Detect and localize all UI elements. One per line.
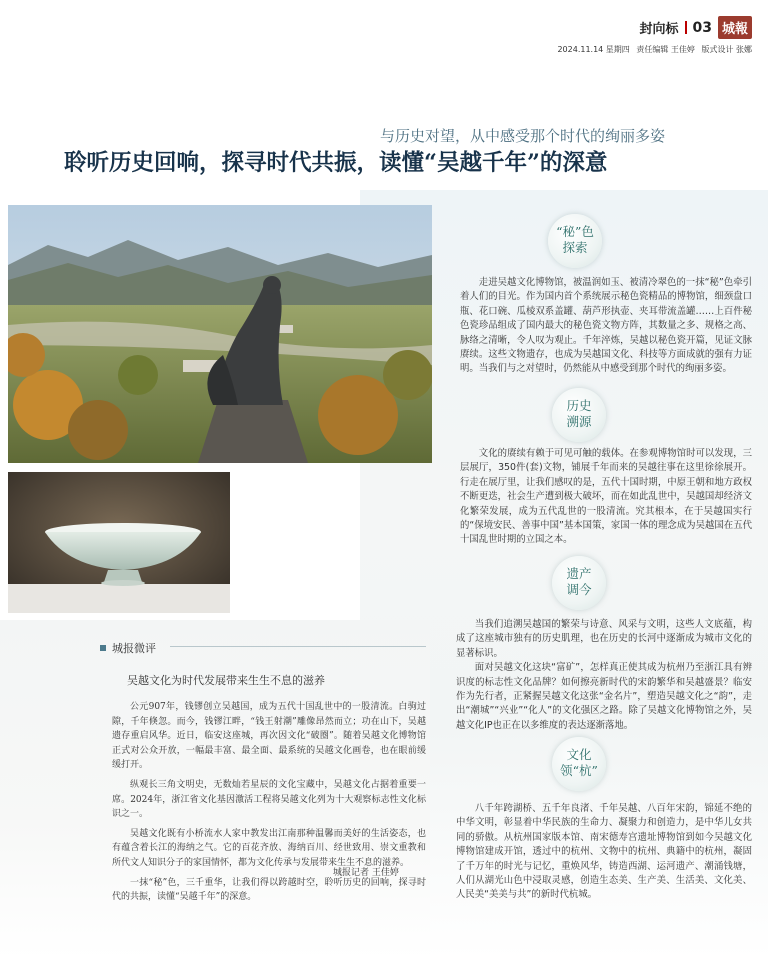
badge-heritage — [552, 556, 606, 610]
designer-credit: 版式设计 张娜 — [701, 45, 752, 54]
commentary-title: 吴越文化为时代发展带来生生不息的滋养 — [127, 674, 325, 687]
paragraph: 纵观长三角文明史，无数灿若星辰的文化宝藏中，吴越文化占据着重要一席。2024年，浙江省文化基因激活工程将吴越文化列为十大观察标志性文化标识之一。 — [112, 779, 426, 820]
editor-credit: 责任编辑 王佳婷 — [636, 45, 695, 54]
issue-date: 2024.11.14 星期四 — [557, 45, 630, 54]
page-number: 03 — [692, 19, 712, 36]
badge-line2: 调今 — [566, 582, 592, 597]
commentary-body — [112, 700, 426, 910]
badge-secret-color — [548, 214, 602, 268]
badge-line2: 领“杭” — [560, 763, 598, 778]
badge-line2: 探索 — [562, 240, 588, 255]
square-bullet-icon — [100, 645, 106, 651]
article-title: 聆听历史回响，探寻时代共振，读懂“吴越千年”的深意 — [64, 150, 608, 176]
paragraph: 文化的赓续有赖于可见可触的载体。在参观博物馆时可以发现，三层展厅，350件(套)文物，铺展千年而来的吴越往事在这里徐徐展开。行走在展厅里，让我们感叹的是，五代十国时期，中原王朝和地方政权不断更迭，社会生产遭到极大破坏，而在如此乱世中，吴越国却经济文化繁荣发展，成为五代乱世的一股清流。究其根本，在于吴越国实行的“保境安民、善事中国”基本国策，家国一体的理念成为吴越国在五代十国乱世时期的立国之本。 — [460, 448, 752, 546]
section-history-text — [460, 447, 752, 548]
paragraph: 公元907年，钱镠创立吴越国，成为五代十国乱世中的一股清流。白驹过隙，千年倏忽。而今，钱镠江畔，“钱王射潮”雕像昂然而立；功在山下，吴越遗存重启风华。近日，临安这座城，再次因文化“破圈”。随着吴越文化博物馆正式对公众开放，一幅最丰富、最全面、最系统的吴越文化画卷，也在眼前缓缓打开。 — [112, 702, 426, 771]
badge-line1: “秘”色 — [556, 224, 594, 239]
header-divider — [685, 21, 687, 34]
badge-line1: 遗产 — [566, 566, 592, 581]
paragraph: 八千年跨湖桥、五千年良渚、千年吴越、八百年宋韵，锦延不绝的中华文明，彰显着中华民族的生命力、凝聚力和创造力，是中华儿女共同的骄傲。从杭州国家版本馆、南宋德寿宫遗址博物馆到如今吴越文化博物馆建成开馆，透过中的杭州、文物中的杭州、典籍中的杭州，凝固了千万年的时光与记忆，重焕风华，铸造西湖、运河遗产、潮涌钱塘，人们从湖光山色中浸取灵感，创造生态美、生产美、生活美、文化美、人民美“美美与共”的新时代杭城。 — [456, 803, 752, 901]
newspaper-logo: 城報 — [718, 16, 752, 39]
statue-landscape-photo — [8, 205, 432, 463]
badge-culture-hangzhou — [552, 737, 606, 791]
paragraph: 一抹“秘”色，三千重华，让我们得以跨越时空，聆听历史的回响，探寻时代的共振，读懂“吴越千年”的深意。 — [112, 877, 426, 903]
badge-line1: 历史 — [566, 398, 592, 413]
paragraph: 面对吴越文化这块“富矿”，怎样真正使其成为杭州乃至浙江具有辨识度的标志性文化品牌？如何擦亮新时代的宋韵繁华和吴越盛景？临安作为先行者，正紧握吴越文化这张“金名片”，塑造吴越文化之“韵”，走出“潮城”“兴业”“化人”的文化强区之路。除了吴越文化博物馆之外，吴越文化IP也正在以多维度的表达逐渐落地。 — [456, 662, 752, 731]
paragraph: 走进吴越文化博物馆，被温润如玉、被清冷翠色的一抹“秘”色牵引着人们的目光。作为国内首个系统展示秘色瓷精品的博物馆，细颈盘口瓶、花口碗、瓜棱双系盖罐、葫芦形执壶、夹耳带流盖罐……上百件秘色瓷珍品组成了国内最大的秘色瓷文物方阵，其数量之多、规格之高、脉络之清晰，令人叹为观止。千年淬炼，吴越以秘色瓷开篇，见证文脉赓续。这些文物遗存，也成为吴越国文化、科技等方面成就的强有力证明。当我们与之对望时，仍然能从中感受到那个时代的绚丽多姿。 — [460, 277, 752, 375]
badge-line2: 溯源 — [566, 414, 592, 429]
page-header — [639, 16, 752, 39]
commentary-header — [100, 640, 156, 656]
section-culture-text — [456, 802, 752, 903]
celadon-bowl-photo — [8, 472, 230, 613]
badge-history-origin — [552, 388, 606, 442]
commentary-label: 城报微评 — [112, 642, 156, 655]
paragraph: 当我们追溯吴越国的繁荣与诗意、风采与文明，这些人文底蕴，构成了这座城市独有的历史肌理，也在历史的长河中逐渐成为城市文化的显著标识。 — [456, 619, 752, 659]
article-subtitle: 与历史对望，从中感受那个时代的绚丽多姿 — [380, 127, 666, 145]
commentary-divider — [170, 646, 426, 647]
commentary-signature: 城报记者 王佳婷 — [333, 868, 399, 878]
paragraph: 吴越文化既有小桥流水人家中教发出江南那种温馨而美好的生活姿态，也有蕴含着长江的海纳之气。它的百花齐放、海纳百川、经世致用、崇文重教和所代文人知识分子的家国情怀，都为文化传承与发展带来生生不息的滋养。 — [112, 828, 426, 868]
header-meta — [553, 44, 752, 55]
badge-line1: 文化 — [566, 747, 592, 762]
section-heritage-text — [456, 618, 752, 733]
section-secret-color-text — [460, 276, 752, 377]
section-name: 封向标 — [639, 22, 679, 37]
